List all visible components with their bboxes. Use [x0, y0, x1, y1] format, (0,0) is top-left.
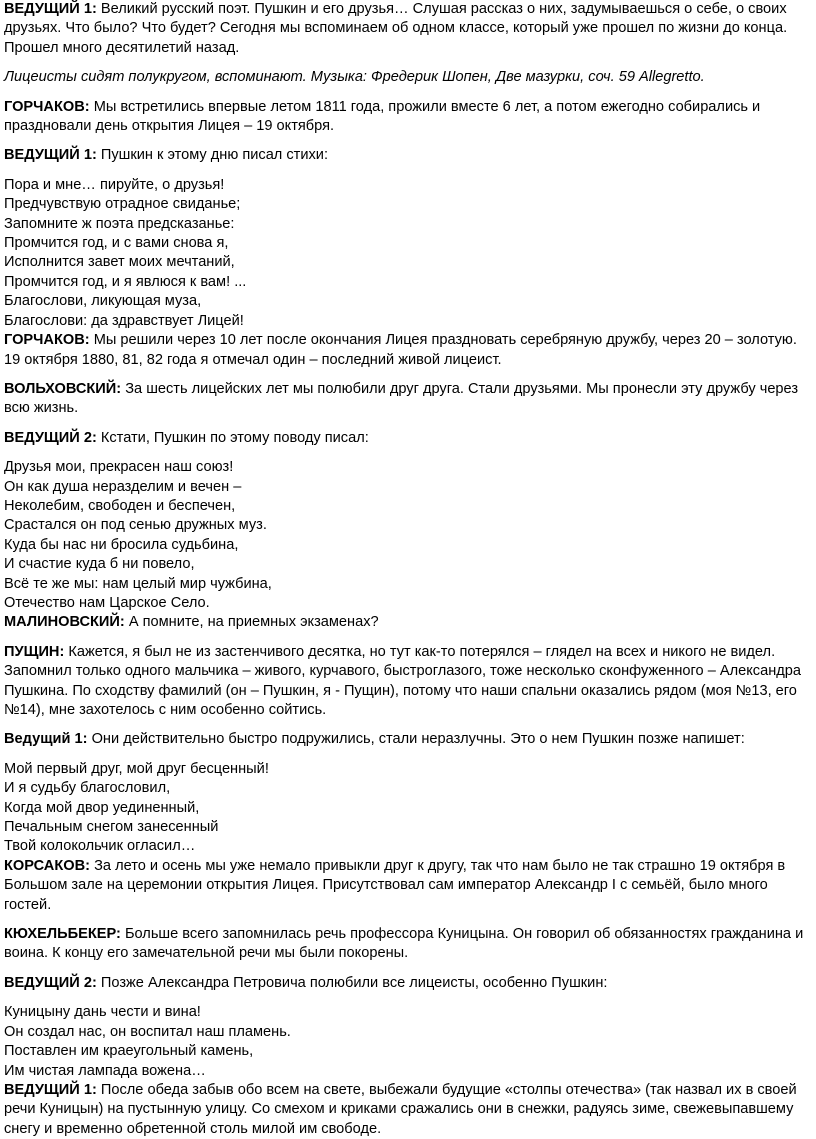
- poem-line: Неколебим, свободен и беспечен,: [4, 497, 236, 514]
- speaker-label: ГОРЧАКОВ:: [4, 332, 90, 349]
- speaker-label: ГОРЧАКОВ:: [4, 98, 90, 115]
- poem-line: Он создал нас, он воспитал наш пламень.: [4, 1023, 291, 1040]
- speech-paragraph: [4, 331, 812, 370]
- poem-line: И я судьбу благословил,: [4, 780, 171, 797]
- speaker-label: ВЕДУЩИЙ 1:: [4, 147, 97, 164]
- stage-direction: Лицеисты сидят полукругом, вспоминают. Музыка: Фредерик Шопен, Две мазурки, соч. 59 Allegretto.: [4, 69, 705, 86]
- poem-line: Куда бы нас ни бросила судьбина,: [4, 536, 239, 553]
- poem-line: Благослови: да здравствует Лицей!: [4, 312, 244, 329]
- speaker-label: Ведущий 1:: [4, 731, 88, 748]
- speech-text: Великий русский поэт. Пушкин и его друзья… Слушая рассказ о них, задумываешься о себе, о своих друзьях. Что было? Что будет? Сегодня мы вспоминаем об одном классе, который уже прошел по жизни до конца. Прошел много десятилетий назад.: [4, 1, 788, 56]
- speech-paragraph: [4, 730, 812, 749]
- poem-line: Он как душа неразделим и вечен –: [4, 478, 242, 495]
- speaker-label: КОРСАКОВ:: [4, 857, 91, 874]
- poem-line: Отечество нам Царское Село.: [4, 594, 210, 611]
- speech-paragraph: [4, 613, 812, 632]
- speech-text: Они действительно быстро подружились, стали неразлучны. Это о нем Пушкин позже напишет:: [91, 731, 745, 748]
- poem-line: Запомните ж поэта предсказанье:: [4, 215, 235, 232]
- poem-line: Пора и мне… пируйте, о друзья!: [4, 176, 225, 193]
- poem-stanza: [4, 760, 812, 857]
- speech-paragraph: [4, 98, 812, 137]
- speech-text: А помните, на приемных экзаменах?: [128, 614, 379, 631]
- poem-line: Друзья мои, прекрасен наш союз!: [4, 459, 234, 476]
- poem-line: Поставлен им краеугольный камень,: [4, 1043, 254, 1060]
- poem-line: Им чистая лампада вожена…: [4, 1062, 206, 1079]
- speech-text: Кстати, Пушкин по этому поводу писал:: [100, 429, 369, 446]
- speech-paragraph: [4, 380, 812, 419]
- speech-paragraph: [4, 1081, 812, 1139]
- poem-line: Печальным снегом занесенный: [4, 819, 219, 836]
- speaker-label: МАЛИНОВСКИЙ:: [4, 614, 125, 631]
- speech-text: Мы решили через 10 лет после окончания Лицея праздновать серебряную дружбу, через 20 – золотую. 19 октября 1880, 81, 82 года я отмечал один – последний живой лицеист.: [4, 332, 797, 368]
- speech-paragraph: [4, 974, 812, 993]
- poem-line: Благослови, ликующая муза,: [4, 293, 202, 310]
- poem-line: Мой первый друг, мой друг бесценный!: [4, 760, 269, 777]
- poem-stanza: [4, 1003, 812, 1081]
- poem-line: Промчится год, и с вами снова я,: [4, 235, 229, 252]
- speaker-label: ВЕДУЩИЙ 2:: [4, 974, 97, 991]
- speech-text: Позже Александра Петровича полюбили все лицеисты, особенно Пушкин:: [100, 974, 608, 991]
- speech-text: За шесть лицейских лет мы полюбили друг друга. Стали друзьями. Мы пронесли эту дружбу через всю жизнь.: [4, 380, 799, 417]
- poem-line: И счастие куда б ни повело,: [4, 556, 195, 573]
- speech-paragraph: [4, 925, 812, 964]
- speech-text: Больше всего запомнилась речь профессора Куницына. Он говорил об обязанностях гражданина и воина. К концу его замечательной речи мы были покорены.: [4, 926, 804, 962]
- speech-paragraph: [4, 643, 812, 721]
- speech-text: Мы встретились впервые летом 1811 года, прожили вместе 6 лет, а потом ежегодно собирались и праздновали день открытия Лицея – 19 октября.: [4, 98, 761, 135]
- speech-text: За лето и осень мы уже немало привыкли друг к другу, так что нам было не так страшно 19 октября в Большом зале на церемонии открытия Лицея. Присутствовал сам император Александр I с семьёй, было много гостей.: [4, 857, 786, 913]
- speech-paragraph: [4, 857, 812, 915]
- speech-text: Кажется, я был не из застенчивого десятка, но тут как-то потерялся – глядел на всех и никого не видел. Запомнил только одного мальчика – живого, курчавого, быстроглазого, тоже несколько сконфуженного – Александра Пушкина. По сходству фамилий (он – Пушкин, я - Пущин), потому что наши спальни оказались рядом (моя №13, его №14), мне захотелось с ним особенно сойтись.: [4, 643, 802, 718]
- speaker-label: ВОЛЬХОВСКИЙ:: [4, 380, 122, 397]
- speech-paragraph: [4, 429, 812, 448]
- poem-line: Когда мой двор уединенный,: [4, 799, 200, 816]
- speaker-label: ВЕДУЩИЙ 2:: [4, 429, 97, 446]
- poem-stanza: [4, 176, 812, 331]
- speech-paragraph: [4, 146, 812, 165]
- poem-line: Куницыну дань чести и вина!: [4, 1004, 201, 1021]
- speaker-label: ВЕДУЩИЙ 1:: [4, 1081, 97, 1098]
- poem-line: Твой колокольчик огласил…: [4, 838, 196, 855]
- poem-line: Срастался он под сенью дружных муз.: [4, 517, 267, 534]
- poem-line: Всё те же мы: нам целый мир чужбина,: [4, 575, 272, 592]
- poem-line: Промчится год, и я явлюся к вам! ...: [4, 273, 247, 290]
- poem-line: Предчувствую отрадное свиданье;: [4, 196, 241, 213]
- poem-line: Исполнится завет моих мечтаний,: [4, 254, 235, 271]
- speaker-label: ВЕДУЩИЙ 1:: [4, 1, 97, 17]
- speech-text: После обеда забыв обо всем на свете, выбежали будущие «столпы отечества» (так назвал их в своей речи Куницын) на пустынную улицу. Со смехом и криками сражались они в снежки, радуясь зиме, свежевыпавшему снегу и временно обретенной столь милой им свободе.: [4, 1081, 797, 1137]
- poem-stanza: [4, 458, 812, 613]
- speech-text: Пушкин к этому дню писал стихи:: [100, 147, 329, 164]
- speech-paragraph: [4, 0, 812, 58]
- speaker-label: ПУЩИН:: [4, 643, 65, 660]
- speaker-label: КЮХЕЛЬБЕКЕР:: [4, 926, 121, 943]
